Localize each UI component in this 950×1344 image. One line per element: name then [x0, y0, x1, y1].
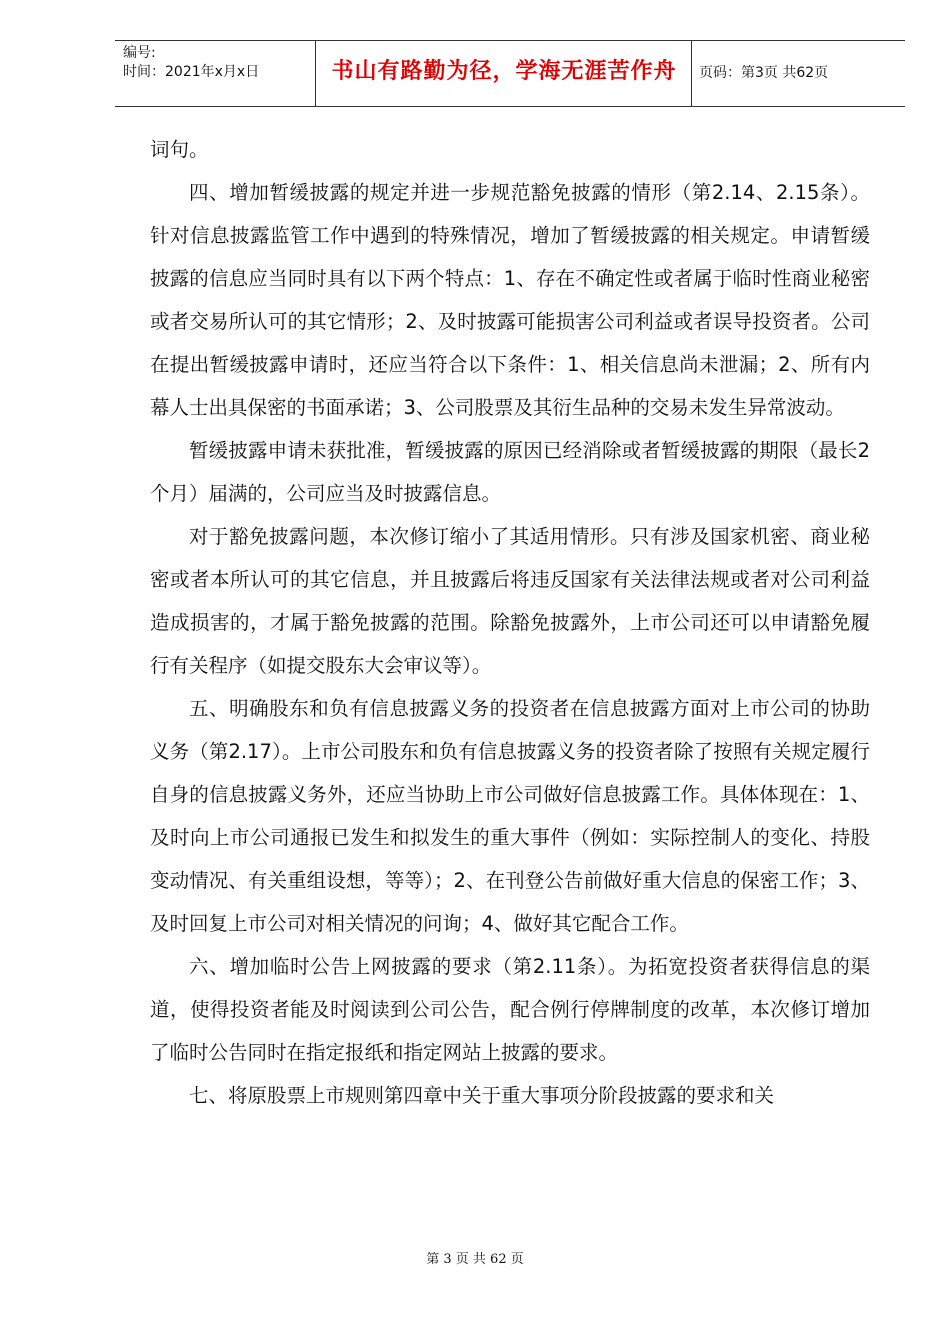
paragraph-section-7: 七、将原股票上市规则第四章中关于重大事项分阶段披露的要求和关	[189, 1084, 775, 1107]
paragraph-section-4: 四、增加暂缓披露的规定并进一步规范豁免披露的情形（第2.14、2.15条）。针对信息披露监管工作中遇到的特殊情况，增加了暂缓披露的相关规定。申请暂缓披露的信息应当同时具有以下两个特点：1、存在不确定性或者属于临时性商业秘密或者交易所认可的其它情形；2、及时披露可能损害公司利益或者误导投资者。公司在提出暂缓披露申请时，还应当符合以下条件：1、相关信息尚未泄漏；2、所有内幕人士出具保密的书面承诺；3、公司股票及其衍生品种的交易未发生异常波动。	[150, 181, 870, 419]
paragraph-deferral-note: 暂缓披露申请未获批准，暂缓披露的原因已经消除或者暂缓披露的期限（最长2个月）届满的，公司应当及时披露信息。	[150, 439, 870, 505]
header-bottom-rule	[115, 106, 905, 107]
header-code-label: 编号:	[123, 45, 156, 61]
document-body	[150, 128, 870, 1117]
paragraph-exemption: 对于豁免披露问题，本次修订缩小了其适用情形。只有涉及国家机密、商业秘密或者本所认可的其它信息，并且披露后将违反国家有关法律法规或者对公司利益造成损害的，才属于豁免披露的范围。除豁免披露外，上市公司还可以申请豁免履行有关程序（如提交股东大会审议等）。	[150, 525, 870, 677]
header-motto: 书山有路勤为径，学海无涯苦作舟	[331, 59, 677, 84]
paragraph-section-6: 六、增加临时公告上网披露的要求（第2.11条）。为拓宽投资者获得信息的渠道，使得投资者能及时阅读到公司公告，配合例行停牌制度的改革，本次修订增加了临时公告同时在指定报纸和指定网站上披露的要求。	[150, 955, 870, 1064]
header-page-label: 页码：第3页 共62页	[699, 65, 829, 81]
page-footer: 第 3 页 共 62 页	[426, 1252, 524, 1267]
page-header	[115, 40, 905, 106]
header-divider-right	[691, 40, 692, 106]
header-divider-left	[315, 40, 316, 106]
header-time-label: 时间：2021年x月x日	[123, 64, 260, 80]
paragraph-section-5: 五、明确股东和负有信息披露义务的投资者在信息披露方面对上市公司的协助义务（第2.17）。上市公司股东和负有信息披露义务的投资者除了按照有关规定履行自身的信息披露义务外，还应当协助上市公司做好信息披露工作。具体体现在：1、及时向上市公司通报已发生和拟发生的重大事件（例如：实际控制人的变化、持股变动情况、有关重组设想，等等）；2、在刊登公告前做好重大信息的保密工作；3、及时回复上市公司对相关情况的问询；4、做好其它配合工作。	[150, 697, 870, 935]
paragraph-continuation: 词句。	[150, 138, 209, 161]
header-meta	[123, 44, 313, 82]
header-top-rule	[115, 40, 905, 41]
